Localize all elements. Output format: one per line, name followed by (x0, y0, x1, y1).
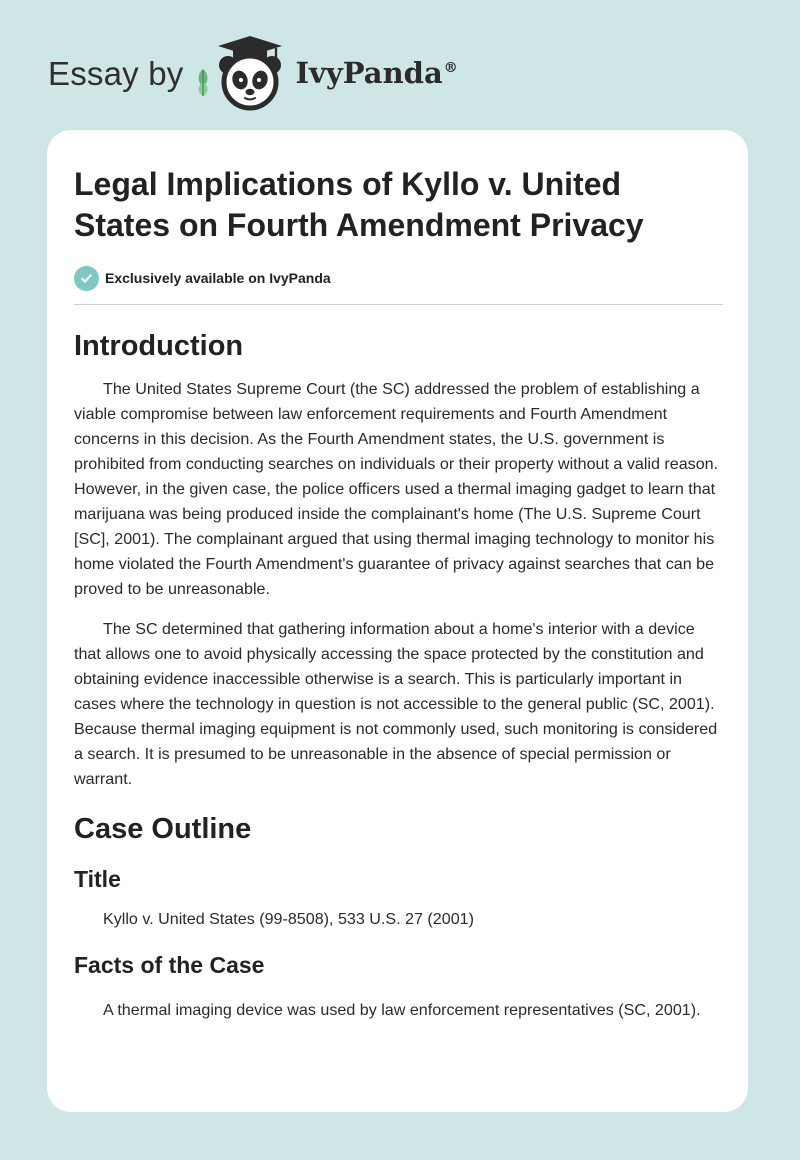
essay-title: Legal Implications of Kyllo v. United States on Fourth Amendment Privacy (74, 166, 644, 243)
brand-name-text: IvyPanda (295, 55, 443, 90)
registered-mark: ® (443, 59, 458, 76)
exclusive-badge-text: Exclusively available on IvyPanda (105, 270, 331, 286)
case-outline-heading: Case Outline (74, 813, 252, 845)
facts-subheading: Facts of the Case (74, 952, 265, 978)
exclusive-badge (74, 264, 722, 292)
title-divider (74, 304, 723, 305)
check-circle-icon (74, 266, 99, 291)
facts-text: A thermal imaging device was used by law enforcement representatives (SC, 2001). (103, 1001, 701, 1019)
title-subheading: Title (74, 866, 121, 892)
brand-prefix: Essay by (48, 54, 184, 92)
case-title-text: Kyllo v. United States (99-8508), 533 U.S. 27 (2001) (103, 910, 474, 928)
brand-name (295, 55, 458, 90)
site-branding[interactable] (48, 34, 458, 112)
essay-card (47, 130, 748, 1112)
panda-graduation-cap-icon (210, 34, 290, 112)
introduction-heading: Introduction (74, 330, 244, 362)
introduction-paragraph-1: The United States Supreme Court (the SC) addressed the problem of establishing a viable compromise between law enforcement requirements and Fourth Amendment concerns in this decision. As the Fourth Amendment states, the U.S. government is prohibited from conducting searches on individuals or their property without a valid reason. However, in the given case, the police officers used a thermal imaging gadget to learn that marijuana was being produced inside the complainant's home (The U.S. Supreme Court [SC], 2001). The complainant argued that using thermal imaging technology to monitor his home violated the Fourth Amendment's guarantee of privacy against searches that can be proved to be unreasonable. (74, 380, 719, 598)
introduction-paragraph-2: The SC determined that gathering information about a home's interior with a device that allows one to avoid physically accessing the space protected by the constitution and obtaining evidence inaccessible otherwise is a search. This is particularly important in cases where the technology in question is not accessible to the general public (SC, 2001). Because thermal imaging equipment is not commonly used, such monitoring is considered a search. It is presumed to be unreasonable in the absence of special permission or warrant. (74, 620, 718, 788)
